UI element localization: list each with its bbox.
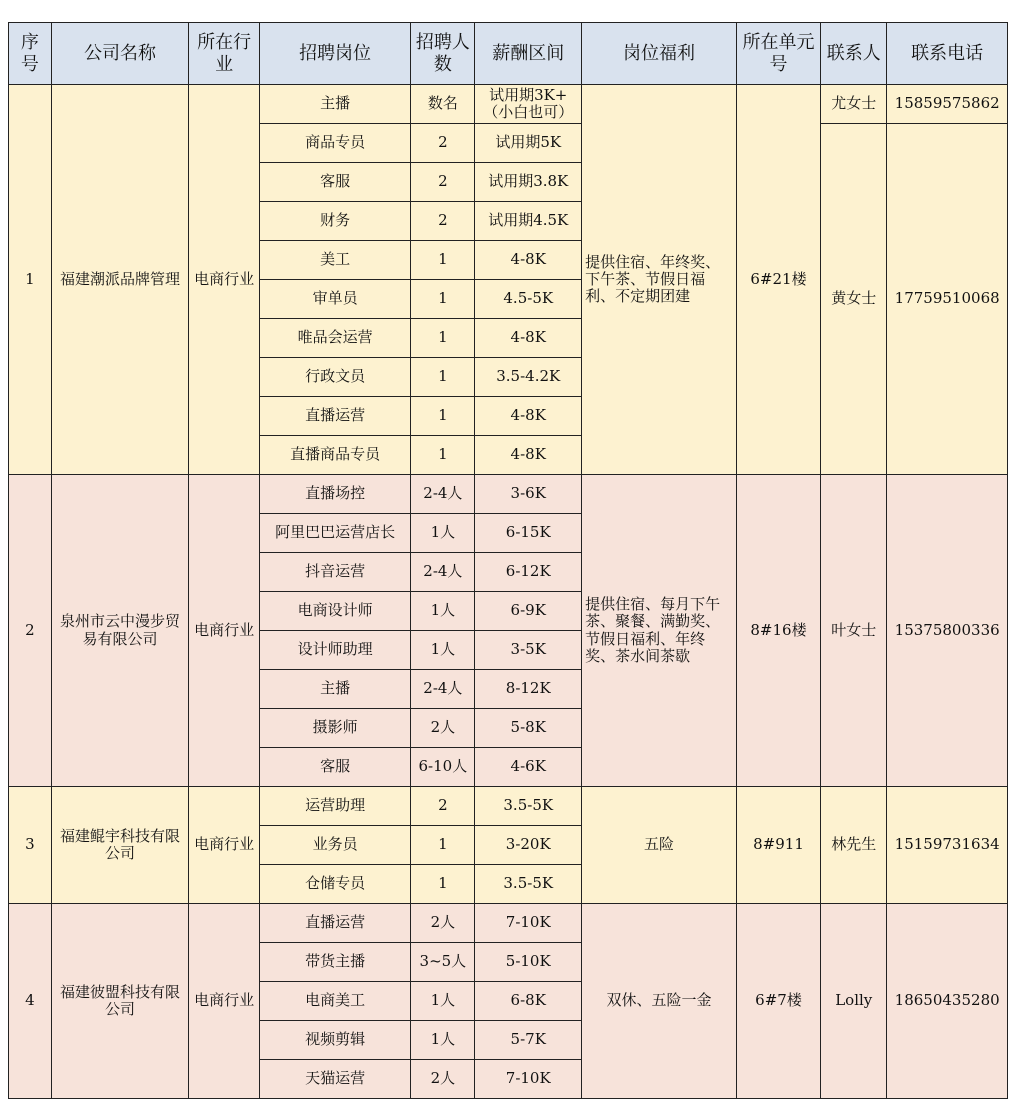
header-salary: 薪酬区间 (475, 23, 582, 85)
job-salary: 3.5-5K (475, 787, 582, 826)
job-count: 3~5人 (411, 943, 475, 982)
contact-name: 黄女士 (821, 124, 887, 475)
contact-name: 尤女士 (821, 85, 887, 124)
job-salary: 4.5-5K (475, 280, 582, 319)
job-position: 设计师助理 (259, 631, 411, 670)
job-salary: 5-8K (475, 709, 582, 748)
contact-phone: 15159731634 (887, 787, 1008, 904)
job-salary: 6-15K (475, 514, 582, 553)
job-salary: 6-9K (475, 592, 582, 631)
contact-phone: 15375800336 (887, 475, 1008, 787)
table-row (9, 904, 1008, 943)
job-position: 直播运营 (259, 397, 411, 436)
job-salary: 3.5-5K (475, 865, 582, 904)
job-salary: 4-6K (475, 748, 582, 787)
job-position: 美工 (259, 241, 411, 280)
job-count: 1 (411, 319, 475, 358)
job-position: 主播 (259, 670, 411, 709)
company-name: 福建彼盟科技有限公司 (51, 904, 189, 1099)
company-seq: 4 (9, 904, 52, 1099)
company-name: 泉州市云中漫步贸易有限公司 (51, 475, 189, 787)
job-count: 2 (411, 787, 475, 826)
job-position: 电商设计师 (259, 592, 411, 631)
company-unit: 8#16楼 (736, 475, 820, 787)
job-count: 数名 (411, 85, 475, 124)
job-salary: 3-5K (475, 631, 582, 670)
job-salary: 4-8K (475, 436, 582, 475)
job-count: 2人 (411, 1060, 475, 1099)
company-industry: 电商行业 (189, 85, 259, 475)
contact-phone: 15859575862 (887, 85, 1008, 124)
company-unit: 8#911 (736, 787, 820, 904)
company-group-4 (9, 904, 1008, 1099)
contact-name: 叶女士 (821, 475, 887, 787)
job-salary: 7-10K (475, 904, 582, 943)
job-position: 抖音运营 (259, 553, 411, 592)
job-position: 主播 (259, 85, 411, 124)
job-count: 1人 (411, 592, 475, 631)
job-position: 直播商品专员 (259, 436, 411, 475)
company-name: 福建鲲宇科技有限公司 (51, 787, 189, 904)
job-count: 2-4人 (411, 475, 475, 514)
job-count: 1 (411, 397, 475, 436)
company-group-3 (9, 787, 1008, 904)
header-industry: 所在行业 (189, 23, 259, 85)
job-count: 2 (411, 163, 475, 202)
job-salary: 7-10K (475, 1060, 582, 1099)
company-group-1 (9, 85, 1008, 475)
job-count: 2-4人 (411, 553, 475, 592)
company-benefits: 提供住宿、年终奖、下午茶、节假日福利、不定期团建 (582, 85, 737, 475)
job-count: 2-4人 (411, 670, 475, 709)
job-count: 2人 (411, 709, 475, 748)
job-count: 1人 (411, 982, 475, 1021)
job-count: 1 (411, 280, 475, 319)
job-salary: 5-7K (475, 1021, 582, 1060)
table-row (9, 85, 1008, 124)
company-name: 福建潮派品牌管理 (51, 85, 189, 475)
company-unit: 6#7楼 (736, 904, 820, 1099)
job-position: 商品专员 (259, 124, 411, 163)
job-position: 直播运营 (259, 904, 411, 943)
job-salary: 5-10K (475, 943, 582, 982)
job-count: 1人 (411, 514, 475, 553)
job-position: 仓储专员 (259, 865, 411, 904)
company-group-2 (9, 475, 1008, 787)
table-row (9, 475, 1008, 514)
job-count: 1 (411, 358, 475, 397)
header-unit: 所在单元号 (736, 23, 820, 85)
job-position: 阿里巴巴运营店长 (259, 514, 411, 553)
job-position: 直播场控 (259, 475, 411, 514)
job-count: 1 (411, 436, 475, 475)
job-count: 6-10人 (411, 748, 475, 787)
job-salary: 8-12K (475, 670, 582, 709)
job-position: 运营助理 (259, 787, 411, 826)
job-salary: 3.5-4.2K (475, 358, 582, 397)
header-benefits: 岗位福利 (582, 23, 737, 85)
header-count: 招聘人数 (411, 23, 475, 85)
job-salary: 3-20K (475, 826, 582, 865)
job-position: 视频剪辑 (259, 1021, 411, 1060)
job-salary: 6-12K (475, 553, 582, 592)
header-company: 公司名称 (51, 23, 189, 85)
job-position: 业务员 (259, 826, 411, 865)
company-seq: 1 (9, 85, 52, 475)
job-count: 1人 (411, 1021, 475, 1060)
company-unit: 6#21楼 (736, 85, 820, 475)
job-salary: 试用期3.8K (475, 163, 582, 202)
job-position: 摄影师 (259, 709, 411, 748)
contact-phone: 17759510068 (887, 124, 1008, 475)
header-position: 招聘岗位 (259, 23, 411, 85)
job-salary: 6-8K (475, 982, 582, 1021)
contact-name: 林先生 (821, 787, 887, 904)
job-position: 行政文员 (259, 358, 411, 397)
job-count: 2人 (411, 904, 475, 943)
job-count: 1人 (411, 631, 475, 670)
company-industry: 电商行业 (189, 904, 259, 1099)
header-row (9, 23, 1008, 85)
job-salary: 3-6K (475, 475, 582, 514)
company-seq: 3 (9, 787, 52, 904)
job-salary: 试用期3K+（小白也可） (475, 85, 582, 124)
contact-phone: 18650435280 (887, 904, 1008, 1099)
company-seq: 2 (9, 475, 52, 787)
job-position: 客服 (259, 163, 411, 202)
job-position: 审单员 (259, 280, 411, 319)
job-salary: 4-8K (475, 241, 582, 280)
table-row (9, 787, 1008, 826)
job-salary: 试用期4.5K (475, 202, 582, 241)
job-count: 2 (411, 124, 475, 163)
job-count: 1 (411, 865, 475, 904)
company-industry: 电商行业 (189, 787, 259, 904)
header-phone: 联系电话 (887, 23, 1008, 85)
header-contact: 联系人 (821, 23, 887, 85)
job-salary: 4-8K (475, 319, 582, 358)
job-position: 客服 (259, 748, 411, 787)
header-seq: 序号 (9, 23, 52, 85)
job-salary: 4-8K (475, 397, 582, 436)
job-count: 1 (411, 241, 475, 280)
company-benefits: 提供住宿、每月下午茶、聚餐、满勤奖、节假日福利、年终奖、茶水间茶歇 (582, 475, 737, 787)
job-position: 唯品会运营 (259, 319, 411, 358)
job-count: 2 (411, 202, 475, 241)
job-position: 带货主播 (259, 943, 411, 982)
job-salary: 试用期5K (475, 124, 582, 163)
contact-name: Lolly (821, 904, 887, 1099)
recruitment-table (8, 22, 1008, 1099)
job-count: 1 (411, 826, 475, 865)
job-position: 电商美工 (259, 982, 411, 1021)
job-position: 天猫运营 (259, 1060, 411, 1099)
company-benefits: 双休、五险一金 (582, 904, 737, 1099)
company-benefits: 五险 (582, 787, 737, 904)
company-industry: 电商行业 (189, 475, 259, 787)
job-position: 财务 (259, 202, 411, 241)
